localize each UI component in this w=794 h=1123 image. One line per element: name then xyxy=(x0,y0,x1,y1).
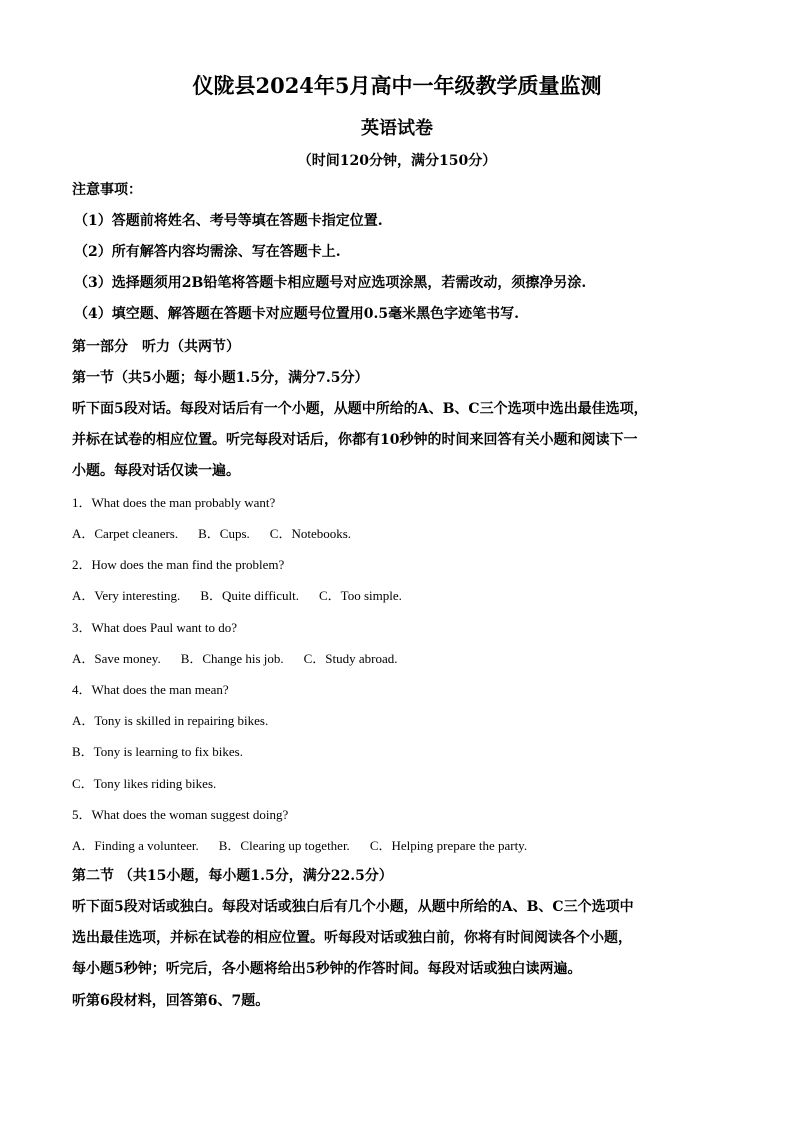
note-item: （1）答题前将姓名、考号等填在答题卡指定位置. xyxy=(74,213,383,229)
question-2-options xyxy=(72,587,422,605)
note-item: （3）选择题须用2B铅笔将答题卡相应题号对应选项涂黑，若需改动，须擦净另涂. xyxy=(74,275,587,291)
exam-subject: 英语试卷 xyxy=(361,118,433,139)
option-a: A．Tony is skilled in repairing bikes. xyxy=(72,713,269,728)
option-c: C．Study abroad. xyxy=(303,651,398,666)
exam-time-note: （时间120分钟，满分150分） xyxy=(297,153,497,169)
note-item: （2）所有解答内容均需涂、写在答题卡上. xyxy=(74,244,341,260)
note-item: （4）填空题、解答题在答题卡对应题号位置用0.5毫米黑色字迹笔书写. xyxy=(74,306,519,322)
option-c: C．Notebooks. xyxy=(269,526,352,541)
notes-heading: 注意事项： xyxy=(72,182,142,198)
question-4: 4．What does the man mean? xyxy=(72,682,229,697)
question-5: 5．What does the woman suggest doing? xyxy=(72,807,289,822)
option-c: C．Tony likes riding bikes. xyxy=(72,776,217,791)
option-b: B．Change his job. xyxy=(180,651,284,666)
option-c: C．Helping prepare the party. xyxy=(369,838,528,853)
section2-title: 第二节 （共15小题，每小题1.5分，满分22.5分） xyxy=(72,868,393,884)
question-3: 3．What does Paul want to do? xyxy=(72,620,237,635)
option-b: B．Clearing up together. xyxy=(218,838,350,853)
option-c: C．Too simple. xyxy=(319,588,402,603)
section1-title: 第一节（共5小题；每小题1.5分，满分7.5分） xyxy=(72,370,369,386)
section2-instruction-line: 听下面5段对话或独白。每段对话或独白后有几个小题，从题中所给的A、B、C三个选项中 xyxy=(72,899,634,915)
question-2: 2．How does the man find the problem? xyxy=(72,557,285,572)
section1-instruction-line: 听下面5段对话。每段对话后有一个小题，从题中所给的A、B、C三个选项中选出最佳选项， xyxy=(72,401,648,417)
option-a: A．Finding a volunteer. xyxy=(72,838,199,853)
question-3-options xyxy=(72,650,418,668)
option-a: A．Very interesting. xyxy=(72,588,181,603)
section1-instruction-line: 小题。每段对话仅读一遍。 xyxy=(72,463,240,479)
exam-title: 仪陇县2024年5月高中一年级教学质量监测 xyxy=(192,73,602,98)
material-note: 听第6段材料，回答第6、7题。 xyxy=(72,993,270,1009)
question-5-options xyxy=(72,837,547,855)
section2-instruction-line: 选出最佳选项，并标在试卷的相应位置。听每段对话或独白前，你将有时间阅读各个小题， xyxy=(72,930,632,946)
question-1: 1．What does the man probably want? xyxy=(72,495,276,510)
option-b: B．Quite difficult. xyxy=(200,588,300,603)
section2-instruction-line: 每小题5秒钟；听完后，各小题将给出5秒钟的作答时间。每段对话或独白读两遍。 xyxy=(72,961,582,977)
option-a: A．Save money. xyxy=(72,651,161,666)
question-1-options xyxy=(72,525,371,543)
option-b: B．Tony is learning to fix bikes. xyxy=(72,744,243,759)
option-a: A．Carpet cleaners. xyxy=(72,526,179,541)
section1-instruction-line: 并标在试卷的相应位置。听完每段对话后，你都有10秒钟的时间来回答有关小题和阅读下一 xyxy=(72,432,638,448)
option-b: B．Cups. xyxy=(198,526,250,541)
part1-title: 第一部分 听力（共两节） xyxy=(72,339,240,355)
